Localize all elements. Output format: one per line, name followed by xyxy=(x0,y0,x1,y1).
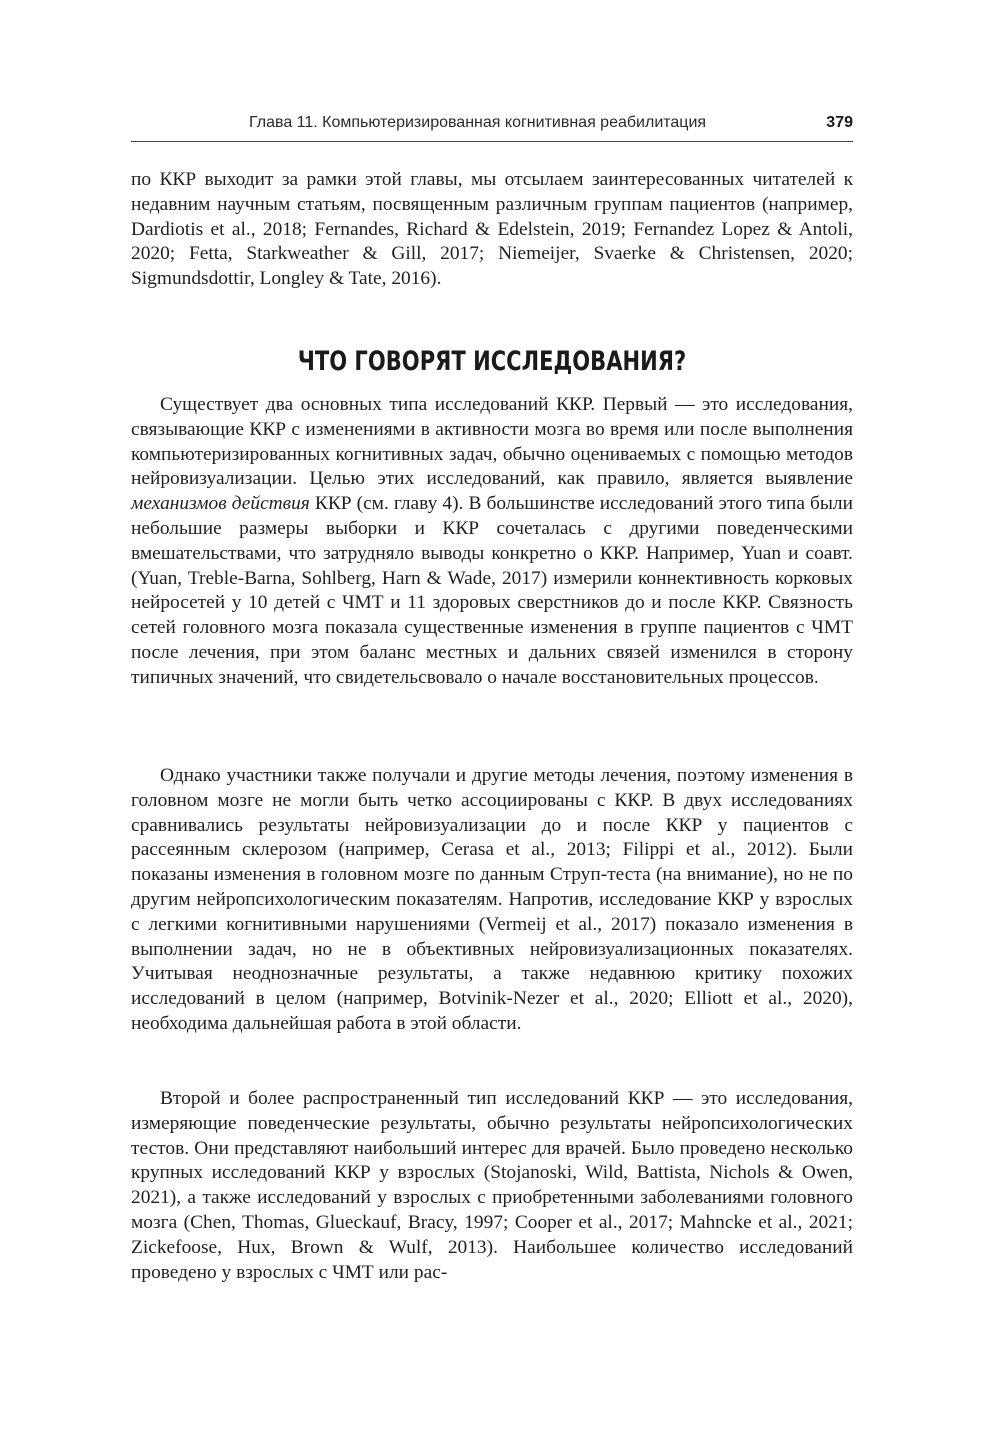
section-heading: ЧТО ГОВОРЯТ ИССЛЕДОВАНИЯ? xyxy=(297,346,687,377)
intro-paragraph: по ККР выходит за рамки этой главы, мы отсылаем заинтересованных читателей к недавним научным статьям, посвященным различным группам пациентов (например, Dardiotis et al., 2018; Fernandes, Richard & Edelstein, 2019; Fernandez Lopez & Antoli, 2020; Fetta, Starkweather & Gill, 2017; Niemeijer, Svaerke & Christensen, 2020; Sigmundsdottir, Longley & Tate, 2016). xyxy=(131,169,853,290)
body-paragraph-3: Второй и более распространенный тип исследований ККР — это исследования, измеряющие поведенческие результаты, обычно результаты нейропсихологических тестов. Они представляют наибольший интерес для врачей. Было проведено несколько крупных исследований ККР у взрослых (Stojanoski, Wild, Battista, Nichols & Owen, 2021), а также исследований у взрослых с приобретенными заболеваниями головного мозга (Chen, Thomas, Glueckauf, Bracy, 1997; Cooper et al., 2017; Mahncke et al., 2021; Zickefoose, Hux, Brown & Wulf, 2013). Наибольшее количество исследований проведено у взрослых с ЧМТ или рас- xyxy=(131,1088,853,1283)
page-number: 379 xyxy=(826,114,853,131)
emphasis-mechanisms: механизмов действия xyxy=(131,493,310,515)
chapter-title: Глава 11. Компьютеризированная когнитивная реабилитация xyxy=(249,114,707,131)
body-paragraph-2: Однако участники также получали и другие методы лечения, поэтому изменения в головном мозге не могли быть четко ассоциированы с ККР. В двух исследованиях сравнивались результаты нейровизуализации до и после ККР у пациентов с рассеянным склерозом (например, Cerasa et al., 2013; Filippi et al., 2012). Были показаны изменения в головном мозге по данным Струп-теста (на внимание), но не по другим нейропсихологическим показателям. Напротив, исследование ККР у взрослых с легкими когнитивными нарушениями (Vermeij et al., 2017) показало изменения в выполнении задач, но не в объективных нейровизуализационных показателях. Учитывая неоднозначные результаты, а также недавнюю критику похожих исследований в целом (например, Botvinik-Nezer et al., 2020; Elliott et al., 2020), необходима дальнейшая работа в этой области. xyxy=(131,765,853,1034)
body-paragraph-1 xyxy=(131,393,853,691)
header-rule xyxy=(131,141,853,142)
paragraph-1-text-b: ККР (см. главу 4). В большинстве исследований этого типа были небольшие размеры выборки и ККР сочеталась с другими поведенческими вмешательствами, что затрудняло выводы конкретно о ККР. Например, Yuan и соавт. (Yuan, Treble-Barna, Sohlberg, Harn & Wade, 2017) измерили коннективность корковых нейросетей у 10 детей с ЧМТ и 11 здоровых сверстников до и после ККР. Связность сетей головного мозга показала существенные изменения в группе пациентов с ЧМТ после лечения, при этом баланс местных и дальних связей изменился в сторону типичных значений, что свидетельсвовало о начале восстановительных процессов. xyxy=(131,493,853,688)
paragraph-1-text-a: Существует два основных типа исследований ККР. Первый — это исследования, связывающие ККР с изменениями в активности мозга во время или после выполнения компьютеризированных когнитивных задач, обычно оцениваемых с помощью методов нейровизуализации. Целью этих исследований, как правило, является выявление xyxy=(131,394,853,490)
running-head xyxy=(131,114,853,140)
